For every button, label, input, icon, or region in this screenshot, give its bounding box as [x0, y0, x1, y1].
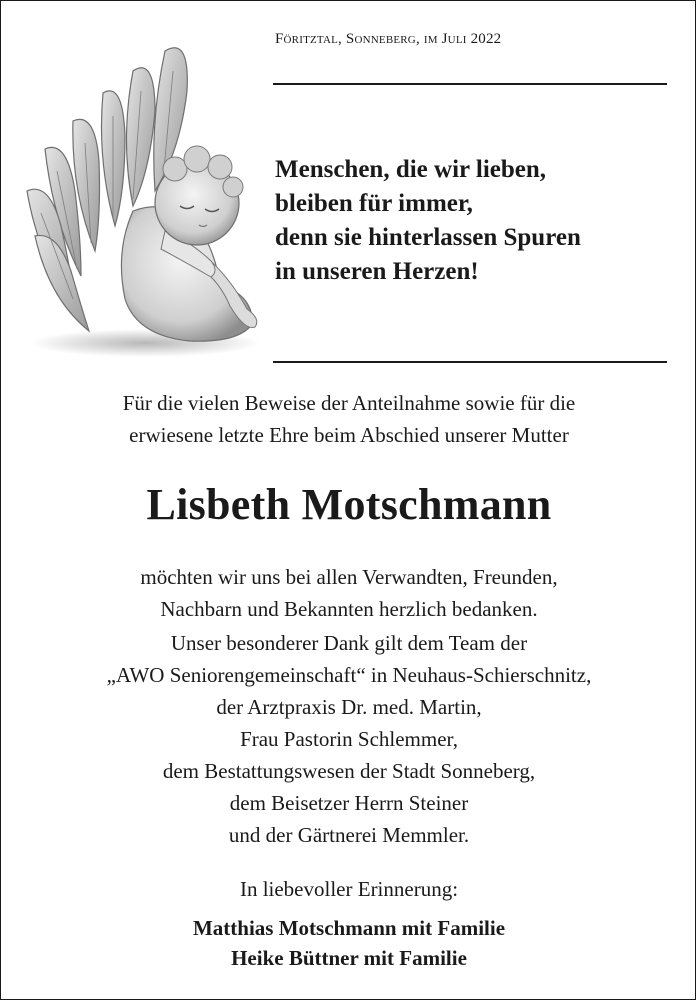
- special-thanks-line: dem Beisetzer Herrn Steiner: [229, 791, 469, 815]
- deceased-name: Lisbeth Motschmann: [146, 480, 552, 529]
- special-thanks-line: Unser besonderer Dank gilt dem Team der: [170, 631, 528, 655]
- thanks-line: Nachbarn und Bekannten herzlich bedanken.: [160, 597, 538, 621]
- special-thanks-line: dem Bestattungswesen der Stadt Sonneberg,: [162, 759, 536, 783]
- special-thanks-line: Frau Pastorin Schlemmer,: [240, 727, 458, 751]
- intro-line: erwiesene letzte Ehre beim Abschied unserer Mutter: [129, 423, 569, 447]
- closing-line: In liebevoller Erinnerung:: [239, 877, 459, 901]
- intro-text: [1, 387, 696, 451]
- motto-line: in unseren Herzen!: [275, 258, 479, 285]
- intro-line: Für die vielen Beweise der Anteilnahme sowie für die: [122, 391, 576, 415]
- signer-name: Heike Büttner mit Familie: [231, 946, 467, 970]
- signer-name: Matthias Motschmann mit Familie: [192, 916, 506, 940]
- motto-line: denn sie hinterlassen Spuren: [275, 224, 581, 251]
- special-thanks-line: „AWO Seniorengemeinschaft“ in Neuhaus-Schierschnitz,: [106, 663, 592, 687]
- motto-line: bleiben für immer,: [275, 190, 473, 217]
- memorial-motto: [275, 153, 675, 289]
- special-thanks-line: der Arztpraxis Dr. med. Martin,: [216, 695, 482, 719]
- signers: [1, 913, 696, 973]
- thanks-line: möchten wir uns bei allen Verwandten, Freunden,: [140, 565, 558, 589]
- motto-line: Menschen, die wir lieben,: [275, 156, 547, 183]
- sleeping-angel-figurine-icon: [15, 31, 265, 363]
- special-thanks-text: [1, 627, 696, 851]
- dateline: Föritztal, Sonneberg, im Juli 2022: [275, 31, 502, 47]
- bottom-rule: [273, 361, 667, 363]
- special-thanks-line: und der Gärtnerei Memmler.: [228, 823, 470, 847]
- top-rule: [273, 83, 667, 85]
- thanks-text: [1, 561, 696, 625]
